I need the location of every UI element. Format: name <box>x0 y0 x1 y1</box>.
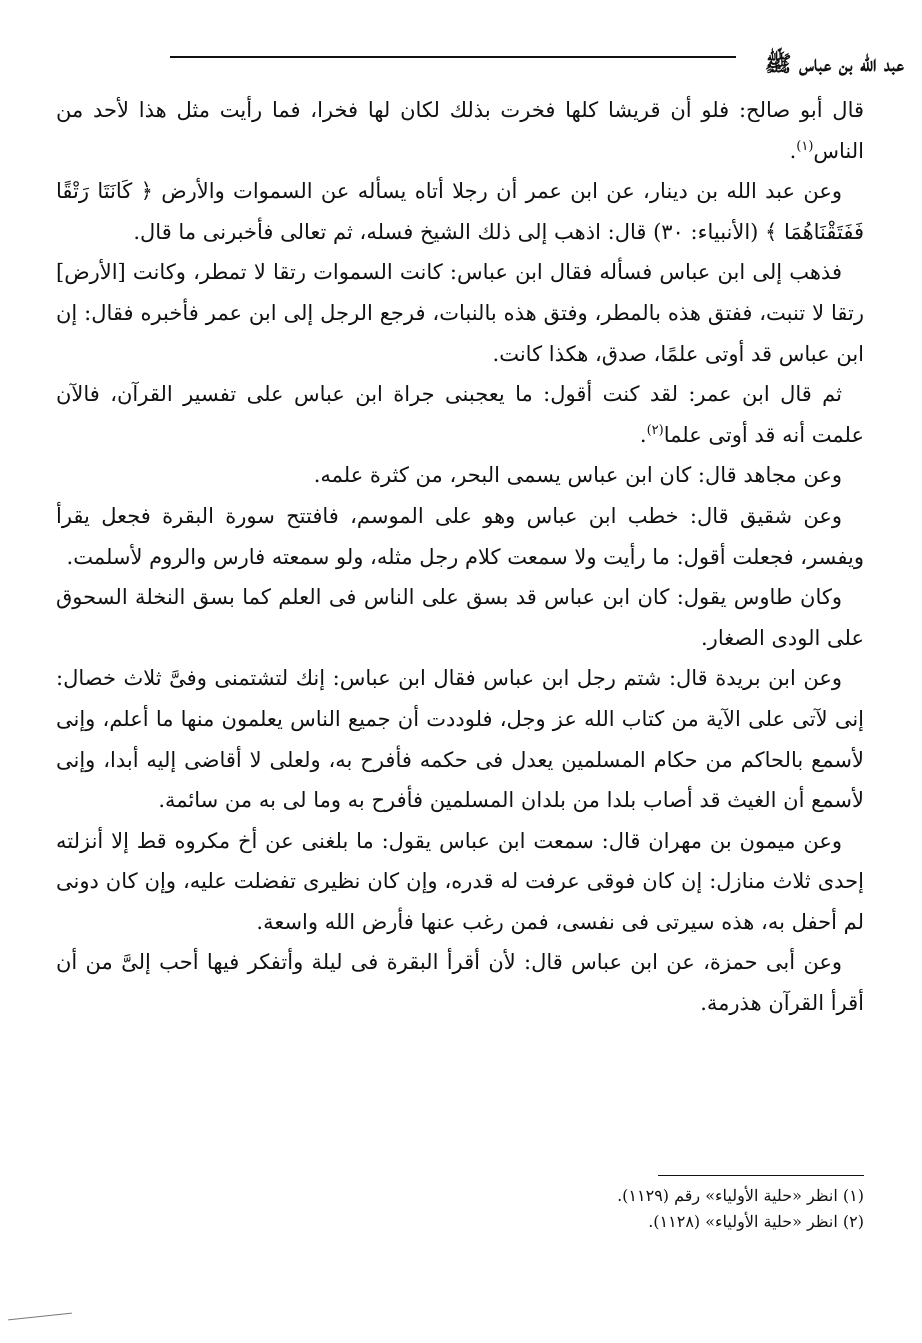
footnotes <box>420 1183 864 1235</box>
scan-mark <box>8 1313 72 1321</box>
paragraph-3: فذهب إلى ابن عباس فسأله فقال ابن عباس: كانت السموات رتقا لا تمطر، وكانت [الأرض] رتقا لا تنبت، ففتق هذه بالمطر، وفتق هذه بالنبات، فرجع الرجل إلى ابن عمر فأخبره فقال: إن ابن عباس قد أوتى علمًا، صدق، هكذا كانت. <box>56 260 864 366</box>
paragraph-1-end: . <box>789 138 797 163</box>
paragraph-7: وكان طاوس يقول: كان ابن عباس قد بسق على الناس فى العلم كما بسق النخلة السحوق على الودى الصغار. <box>56 585 864 650</box>
footnote-2: (٢) انظر «حلية الأولياء» (١١٢٨). <box>648 1212 864 1231</box>
paragraph-9: وعن ميمون بن مهران قال: سمعت ابن عباس يقول: ما بلغنى عن أخ مكروه قط إلا أنزلته إحدى ثلاث منازل: إن كان فوقى عرفت له قدره، وإن كان نظيرى تفضلت عليه، وإن كان دونى لم أحفل به، هذه سيرتى فى نفسى، فمن رغب عنها فأرض الله واسعة. <box>56 828 864 934</box>
header-rule <box>170 56 736 58</box>
paragraph-4 <box>56 374 864 455</box>
paragraph-1 <box>56 90 864 171</box>
footnote-ref-2: (٢) <box>646 422 664 438</box>
page-header <box>170 44 904 78</box>
paragraph-5: وعن مجاهد قال: كان ابن عباس يسمى البحر، من كثرة علمه. <box>313 463 842 488</box>
paragraph-4-text: ثم قال ابن عمر: لقد كنت أقول: ما يعجبنى جراة ابن عباس على تفسير القرآن، فالآن علمت أنه قد أوتى علما <box>56 382 864 447</box>
paragraph-4-end: . <box>639 422 647 447</box>
paragraph-10: وعن أبى حمزة، عن ابن عباس قال: لأن أقرأ البقرة فى ليلة وأتفكر فيها أحب إلىَّ من أن أقرأ القرآن هذرمة. <box>56 950 864 1016</box>
main-text <box>56 90 864 1024</box>
footnote-ref-1: (١) <box>796 138 814 154</box>
running-title: عبد الله بن عباس ﷺ <box>764 51 904 77</box>
paragraph-8: وعن ابن بريدة قال: شتم رجل ابن عباس فقال ابن عباس: إنك لتشتمنى وفىَّ ثلاث خصال: إنى لآتى على الآية من كتاب الله عز وجل، فلوددت أن جميع الناس يعلمون منها ما أعلم، وإنى لأسمع بالحاكم من حكام المسلمين يعدل فى حكمه فأفرح به، ولعلى لا أقاضى إليه أبدا، وإنى لأسمع أن الغيث قد أصاب بلدا من بلدان المسلمين فأفرح به وما لى به من سائمة. <box>56 666 864 813</box>
footnote-1: (١) انظر «حلية الأولياء» رقم (١١٢٩). <box>617 1186 864 1205</box>
paragraph-1-text: قال أبو صالح: فلو أن قريشا كلها فخرت بذلك لكان لها فخرا، فما رأيت مثل هذا لأحد من الناس <box>56 98 864 163</box>
footnote-rule <box>658 1175 864 1176</box>
paragraph-2: وعن عبد الله بن دينار، عن ابن عمر أن رجلا أتاه يسأله عن السموات والأرض ﴿ كَانَتَا رَتْقًا فَفَتَقْنَاهُمَا ﴾ (الأنبياء: ٣٠) قال: اذهب إلى ذلك الشيخ فسله، ثم تعالى فأخبرنى ما قال. <box>56 179 864 244</box>
paragraph-6: وعن شقيق قال: خطب ابن عباس وهو على الموسم، فافتتح سورة البقرة فجعل يقرأ ويفسر، فجعلت أقول: ما رأيت ولا سمعت كلام رجل مثله، ولو سمعته فارس والروم لأسلمت. <box>56 503 864 569</box>
